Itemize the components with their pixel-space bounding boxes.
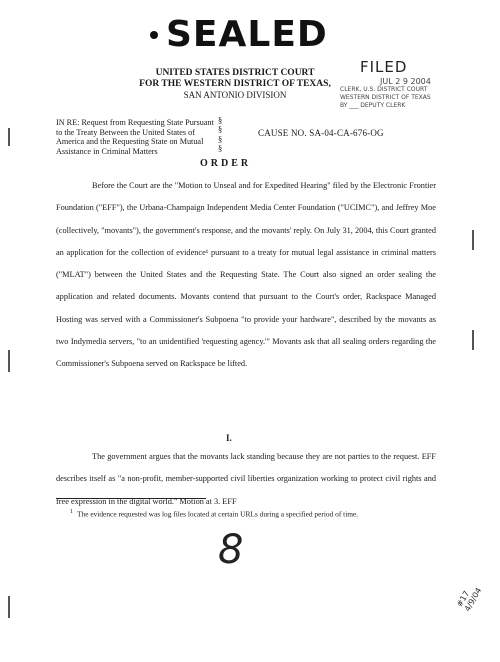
footnote-marker: 1 (70, 509, 73, 515)
clerk-stamp-date: JUL 2 9 2004 (380, 77, 431, 86)
case-number: CAUSE NO. SA-04-CA-676-OG (258, 128, 384, 138)
section-symbols: § § § § (218, 115, 223, 153)
bullet-dot-icon (150, 31, 158, 39)
margin-scan-mark (472, 230, 474, 250)
clerk-stamp (340, 78, 490, 126)
case-caption: IN RE: Request from Requesting State Pursuant to the Treaty Between the United States of America and the Requesting State on Mutual Assistance in Criminal Matters (56, 118, 214, 156)
clerk-stamp-office: CLERK, U.S. DISTRICT COURT (340, 86, 428, 93)
court-heading (120, 68, 350, 101)
sealed-heading: SEALED (166, 14, 328, 55)
clerk-stamp-district: WESTERN DISTRICT OF TEXAS (340, 94, 431, 101)
filed-stamp: FILED (360, 58, 408, 76)
handwritten-margin-note: #17 4/9/04 (455, 586, 484, 613)
court-division: SAN ANTONIO DIVISION (183, 90, 287, 100)
margin-scan-mark (8, 596, 10, 618)
sealed-stamp (150, 14, 328, 55)
footnote (62, 506, 442, 520)
margin-scan-mark (8, 128, 10, 146)
body-paragraph-2: The government argues that the movants lack standing because they are not parties to the request. EFF describes itself as "a non-profit, member-supported civil liberties organization working to protect civil rights and free expression in the digital world." Motion at 3. EFF (56, 452, 436, 506)
section-heading: I. (226, 433, 232, 443)
handwritten-page-number: 8 (218, 527, 244, 573)
footnote-divider (56, 498, 206, 499)
court-name: UNITED STATES DISTRICT COURT (155, 68, 315, 78)
order-title: ORDER (200, 158, 252, 169)
court-district: FOR THE WESTERN DISTRICT OF TEXAS, (139, 79, 331, 89)
footnote-text: The evidence requested was log files located at certain URLs during a specified period of time. (77, 509, 359, 519)
body-paragraph-1: Before the Court are the "Motion to Unseal and for Expedited Hearing" filed by the Electronic Frontier Foundation ("EFF"), the Urbana-Champaign Independent Media Center Foundation ("UCIMC"), and Jeffrey Moe (collectively, "movants"), the government's response, and the movants' reply. On July 31, 2004, this Court granted an application for the collection of evidence¹ pursuant to a treaty for mutual legal assistance in criminal matters ("MLAT") between the United States and the Requesting State. The Court also signed an order sealing the application and related documents. Movants contend that pursuant to the Court's order, Rackspace Managed Hosting was served with a Commissioner's Subpoena "to provide your hardware", described by the movants as two Indymedia servers, "to an unidentified 'requesting agency.'" Movants ask that all sealing orders regarding the Commissioner's Subpoena served on Rackspace be lifted. (56, 181, 436, 369)
margin-scan-mark (8, 350, 10, 372)
margin-scan-mark (472, 330, 474, 350)
clerk-stamp-deputy: BY ___ DEPUTY CLERK (340, 102, 406, 109)
